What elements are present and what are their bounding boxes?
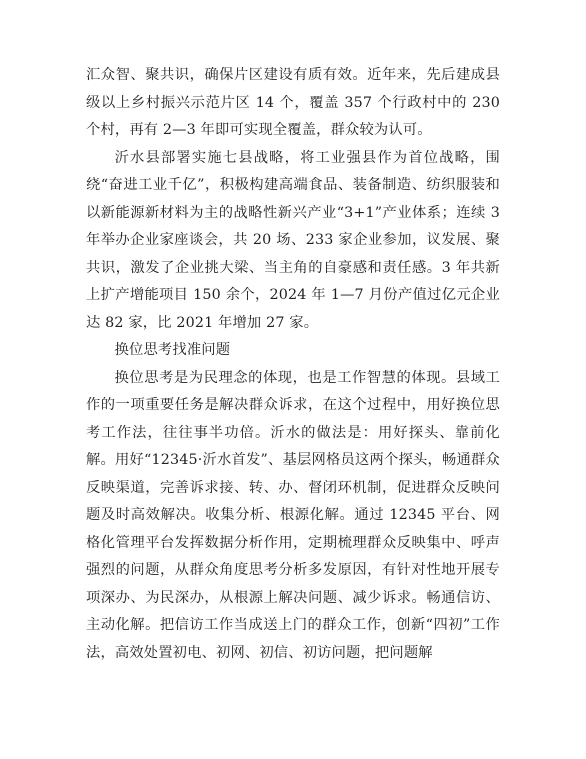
section-heading: 换位思考找准问题 [114,342,231,358]
paragraph-continuation: 汇众智、聚共识，确保片区建设有质有效。近年来，先后建成县级以上乡村振兴示范片区 14 个，覆盖 357 个行政村中的 230 个村，再有 2—3 年即可实现全覆盖，群众较为认可。 [86,67,500,138]
paragraph-industry-strategy: 沂水县部署实施七县战略，将工业强县作为首位战略，围绕“奋进工业千亿”，积极构建高端食品、装备制造、纺织服装和以新能源新材料为主的战略性新兴产业“3+1”产业体系；连续 3 年举办企业家座谈会，共 20 场、233 家企业参加，议发展、聚共识，激发了企业挑大梁、当主角的自豪感和责任感。3 年共新上扩产增能项目 150 余个，2024 年 1—7 月份产值过亿元企业达 82 家，比 2021 年增加 27 家。 [86,149,500,331]
document-body [86,62,500,667]
paragraph-perspective-thinking: 换位思考是为民理念的体现，也是工作智慧的体现。县域工作的一项重要任务是解决群众诉求，在这个过程中，用好换位思考工作法，往往事半功倍。沂水的做法是：用好探头、靠前化解。用好“12345·沂水首发”、基层网格员这两个探头，畅通群众反映渠道，完善诉求接、转、办、督闭环机制，促进群众反映问题及时高效解决。收集分析、根源化解。通过 12345 平台、网格化管理平台发挥数据分析作用，定期梳理群众反映集中、呼声强烈的问题，从群众角度思考分析多发原因，有针对性地开展专项深办、为民深办，从根源上解决问题、减少诉求。畅通信访、主动化解。把信访工作当成送上门的群众工作，创新“四初”工作法，高效处置初电、初网、初信、初访问题，把问题解 [86,369,500,661]
